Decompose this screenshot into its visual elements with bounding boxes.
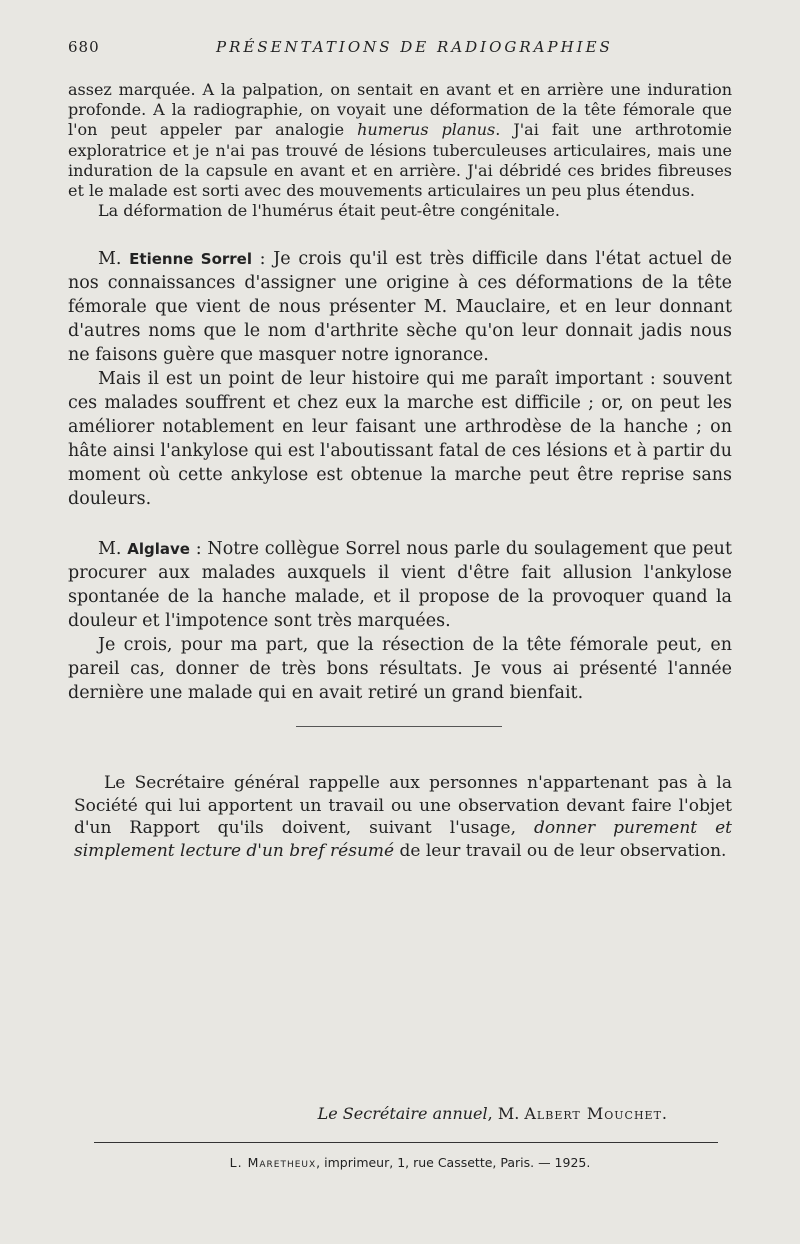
alglave-paragraph-1: M. Alglave : Notre collègue Sorrel nous parle du soulagement que peut procurer aux malades auxquels il vient d'être fait allusion l'ankylose spontanée de la hanche malade, et il propose de la provoquer quand la douleur et l'impotence sont très marquées. (68, 539, 732, 632)
page-header (68, 38, 732, 58)
sorrel-paragraph-2: Mais il est un point de leur histoire qui me paraît important : souvent ces malades souffrent et chez eux la marche est difficile ; or, on peut les améliorer notablement en leur faisant une arthrodèse de la hanche ; on hâte ainsi l'ankylose qui est l'aboutissant fatal de ces lésions et à partir du moment où cette ankylose est obtenue la marche peut être reprise sans douleurs. (68, 369, 732, 510)
signature-role: Le Secrétaire annuel (317, 1104, 488, 1123)
paragraph-deformation: La déformation de l'humérus était peut-être congénitale. (98, 201, 560, 221)
main-text (68, 80, 732, 705)
footer-divider (94, 1142, 718, 1143)
sorrel-paragraph-1: M. Etienne Sorrel : Je crois qu'il est très difficile dans l'état actuel de nos connaissances d'assigner une origine à ces déformations de la tête fémorale que vient de nous présenter M. Mauclaire, et en leur donnant d'autres noms que le nom d'arthrite sèche qu'on leur donnait jadis nous ne faisons guère que masquer notre ignorance. (68, 249, 733, 366)
sorrel-section (68, 247, 732, 511)
paragraph-continuation: assez marquée. A la palpation, on sentait en avant et en arrière une induration profonde. A la radiographie, on voyait une déformation de la tête fémorale que l'on peut appeler par analogie humerus planus. J'ai fait une arthrotomie exploratrice et je n'ai pas trouvé de lésions tuberculeuses articulaires, mais une induration de la capsule en avant et en arrière. J'ai débridé ces brides fibreuses et le malade est sorti avec des mouvements articulaires un peu plus étendus. (68, 80, 732, 201)
speaker-name: Alglave (127, 540, 190, 559)
emphasis: donner purement et simplement lecture d'un bref résumé (74, 818, 732, 861)
alglave-paragraph-2: Je crois, pour ma part, que la résection de la tête fémorale peut, en pareil cas, donner de très bons résultats. Je vous ai présenté l'année dernière une malade qui en avait retiré un grand bienfait. (68, 635, 732, 704)
printer-name: L. Maretheux (229, 1155, 317, 1170)
page-number: 680 (68, 38, 100, 56)
printer-line: L. Maretheux, imprimeur, 1, rue Cassette, Paris. — 1925. (229, 1155, 591, 1170)
signature: Le Secrétaire annuel, M. Albert Mouchet. (317, 1104, 668, 1123)
signature-name: Albert Mouchet. (524, 1104, 668, 1123)
latin-term: humerus planus (357, 120, 496, 140)
running-title: PRÉSENTATIONS DE RADIOGRAPHIES (216, 38, 613, 56)
secretary-note: Le Secrétaire général rappelle aux personnes n'appartenant pas à la Société qui lui apportent un travail ou une observation devant faire l'objet d'un Rapport qu'ils doivent, suivant l'usage, donner purement et simplement lecture d'un bref résumé de leur travail ou de leur observation. (74, 773, 732, 861)
section-divider (296, 726, 502, 727)
alglave-section (68, 537, 732, 705)
speaker-name: Etienne Sorrel (129, 250, 252, 269)
